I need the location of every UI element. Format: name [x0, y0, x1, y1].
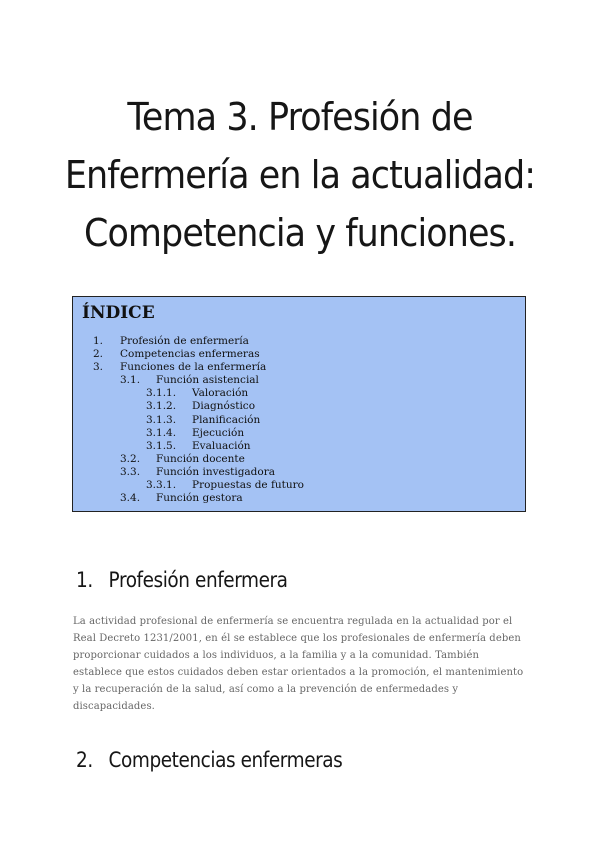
section-heading-1: [76, 568, 288, 592]
toc-item[interactable]: [79, 387, 519, 400]
toc-item[interactable]: [79, 335, 519, 348]
title-line-3: Competencia y funciones.: [83, 211, 517, 255]
section-title: Competencias enfermeras: [108, 748, 343, 772]
toc-item-number: 3.: [93, 361, 104, 374]
toc-item[interactable]: [79, 361, 519, 374]
section-number: 2.: [76, 748, 93, 772]
toc-item-label: Diagnóstico: [192, 400, 256, 413]
toc-item-label: Función gestora: [156, 492, 243, 505]
toc-item-label: Competencias enfermeras: [120, 348, 260, 361]
table-of-contents: [79, 335, 519, 505]
toc-item[interactable]: [79, 453, 519, 466]
toc-item-number: 3.1.3.: [146, 413, 177, 426]
toc-item-number: 3.1.2.: [146, 400, 177, 413]
toc-item-label: Función docente: [156, 452, 245, 465]
toc-item-number: 3.1.1.: [146, 387, 177, 400]
toc-item-number: 3.2.: [120, 452, 141, 465]
title-line-1: Tema 3. Profesión de: [127, 95, 473, 139]
toc-item-number: 3.1.5.: [146, 439, 177, 452]
section-number: 1.: [76, 568, 93, 592]
toc-item-label: Planificación: [192, 413, 261, 426]
body-paragraph: La actividad profesional de enfermería se encuentra regulada en la actualidad por el Real Decreto 1231/2001, en él se establece que los profesionales de enfermería deben proporcionar cuidados a los individuos, a la familia y a la comunidad. También establece que estos cuidados deben estar orientados a la promoción, el mantenimiento y la recuperación de la salud, así como a la prevención de enfermedades y discapacidades.: [73, 616, 524, 712]
toc-item-number: 1.: [93, 335, 104, 347]
toc-item-label: Función investigadora: [156, 465, 276, 478]
toc-item[interactable]: [79, 374, 519, 387]
toc-item[interactable]: [79, 492, 519, 505]
toc-item-number: 3.1.4.: [146, 426, 177, 439]
toc-item-number: 3.3.1.: [146, 479, 177, 492]
title-line-2: Enfermería en la actualidad:: [64, 153, 536, 197]
toc-item-label: Función asistencial: [156, 374, 259, 387]
index-box: [72, 296, 526, 512]
toc-item-label: Valoración: [192, 387, 249, 400]
toc-item-number: 3.3.: [120, 465, 141, 478]
toc-item[interactable]: [79, 479, 519, 492]
toc-item-label: Evaluación: [192, 439, 251, 452]
toc-item-number: 3.1.: [120, 374, 141, 387]
index-heading: ÍNDICE: [82, 303, 155, 323]
toc-item-label: Funciones de la enfermería: [120, 361, 267, 374]
toc-item-number: 2.: [93, 348, 104, 361]
section-title: Profesión enfermera: [108, 568, 288, 592]
toc-item[interactable]: [79, 400, 519, 413]
toc-item[interactable]: [79, 414, 519, 427]
toc-item-label: Profesión de enfermería: [120, 335, 249, 347]
toc-item-label: Ejecución: [192, 426, 245, 439]
document-title: [61, 88, 539, 262]
toc-item[interactable]: [79, 427, 519, 440]
toc-item[interactable]: [79, 466, 519, 479]
toc-item-label: Propuestas de futuro: [192, 479, 304, 492]
toc-item[interactable]: [79, 440, 519, 453]
toc-item[interactable]: [79, 348, 519, 361]
section-heading-2: [76, 748, 342, 772]
toc-item-number: 3.4.: [120, 492, 141, 505]
